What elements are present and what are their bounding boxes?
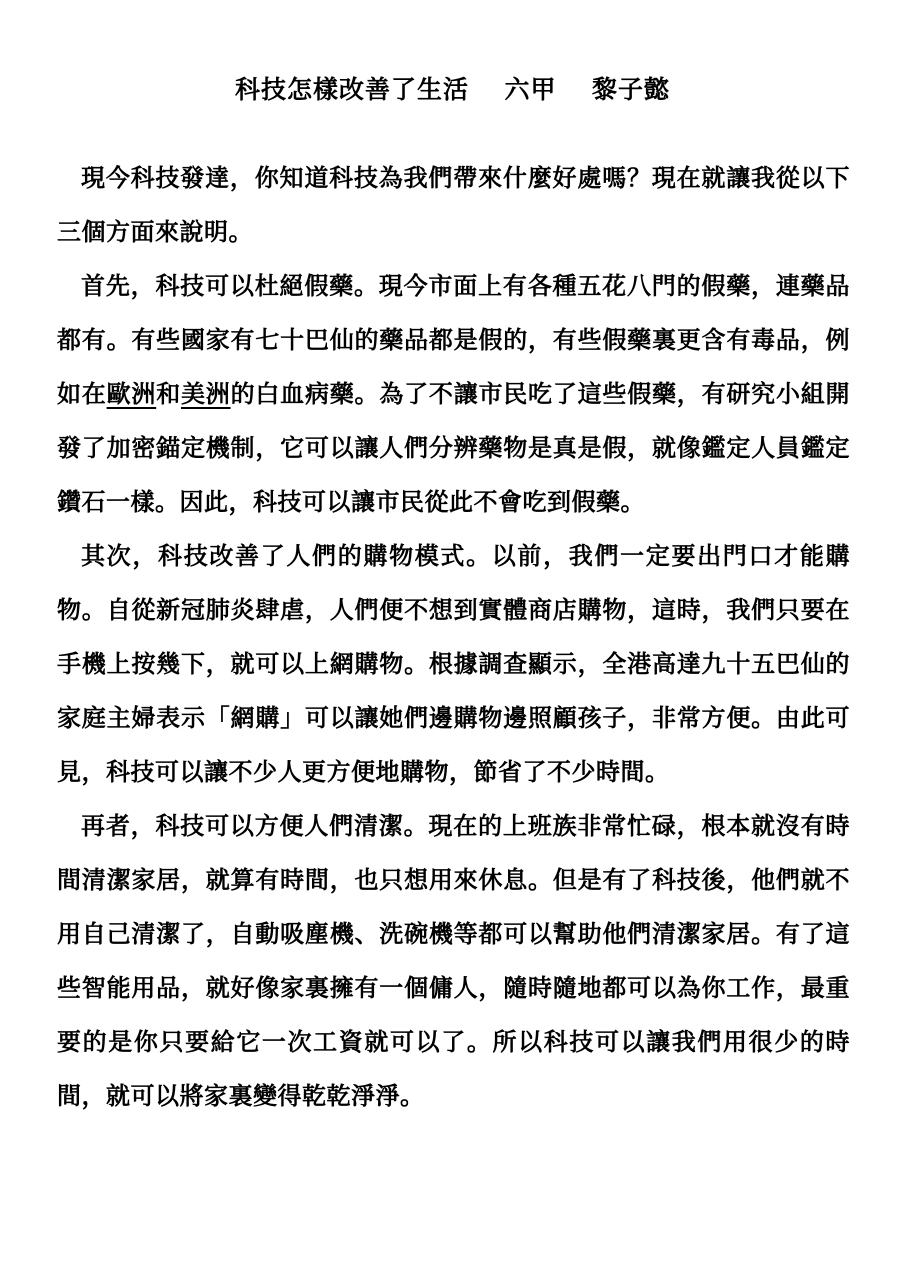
essay-author: 黎子懿	[591, 76, 670, 104]
proper-noun-underline: 歐洲	[106, 381, 157, 408]
paragraph	[57, 152, 850, 260]
paragraph	[57, 800, 850, 1124]
text-segment: 和	[156, 381, 181, 408]
document-header	[0, 0, 905, 108]
text-segment: 現今科技發達，你知道科技為我們帶來什麼好處嗎？現在就讓我從以下三個方面來說明。	[57, 165, 850, 246]
essay-title: 科技怎樣改善了生活	[235, 76, 470, 104]
text-segment: 首先，科技可以杜絕假藥。現今市面上有各種五花八門的假藥，連藥品都有。有些國家有七十巴仙的藥品都是假的，有些假藥裏更含有毒品，例如在	[57, 273, 850, 408]
paragraph	[57, 260, 850, 530]
essay-class: 六甲	[504, 76, 557, 104]
paragraph	[57, 530, 850, 800]
text-segment: 其次，科技改善了人們的購物模式。以前，我們一定要出門口才能購物。自從新冠肺炎肆虐，人們便不想到實體商店購物，這時，我們只要在手機上按幾下，就可以上網購物。根據調查顯示，全港高達九十五巴仙的家庭主婦表示「網購」可以讓她們邊購物邊照顧孩子，非常方便。由此可見，科技可以讓不少人更方便地購物，節省了不少時間。	[57, 543, 850, 786]
document-body	[57, 152, 850, 1124]
text-segment: 再者，科技可以方便人們清潔。現在的上班族非常忙碌，根本就沒有時間清潔家居，就算有時間，也只想用來休息。但是有了科技後，他們就不用自己清潔了，自動吸塵機、洗碗機等都可以幫助他們清潔家居。有了這些智能用品，就好像家裏擁有一個傭人，隨時隨地都可以為你工作，最重要的是你只要給它一次工資就可以了。所以科技可以讓我們用很少的時間，就可以將家裏變得乾乾淨淨。	[57, 813, 850, 1110]
proper-noun-underline: 美洲	[180, 381, 231, 408]
text-segment: 的白血病藥。為了不讓市民吃了這些假藥，有研究小組開發了加密錨定機制，它可以讓人們分辨藥物是真是假，就像鑑定人員鑑定鑽石一樣。因此，科技可以讓市民從此不會吃到假藥。	[57, 381, 851, 516]
